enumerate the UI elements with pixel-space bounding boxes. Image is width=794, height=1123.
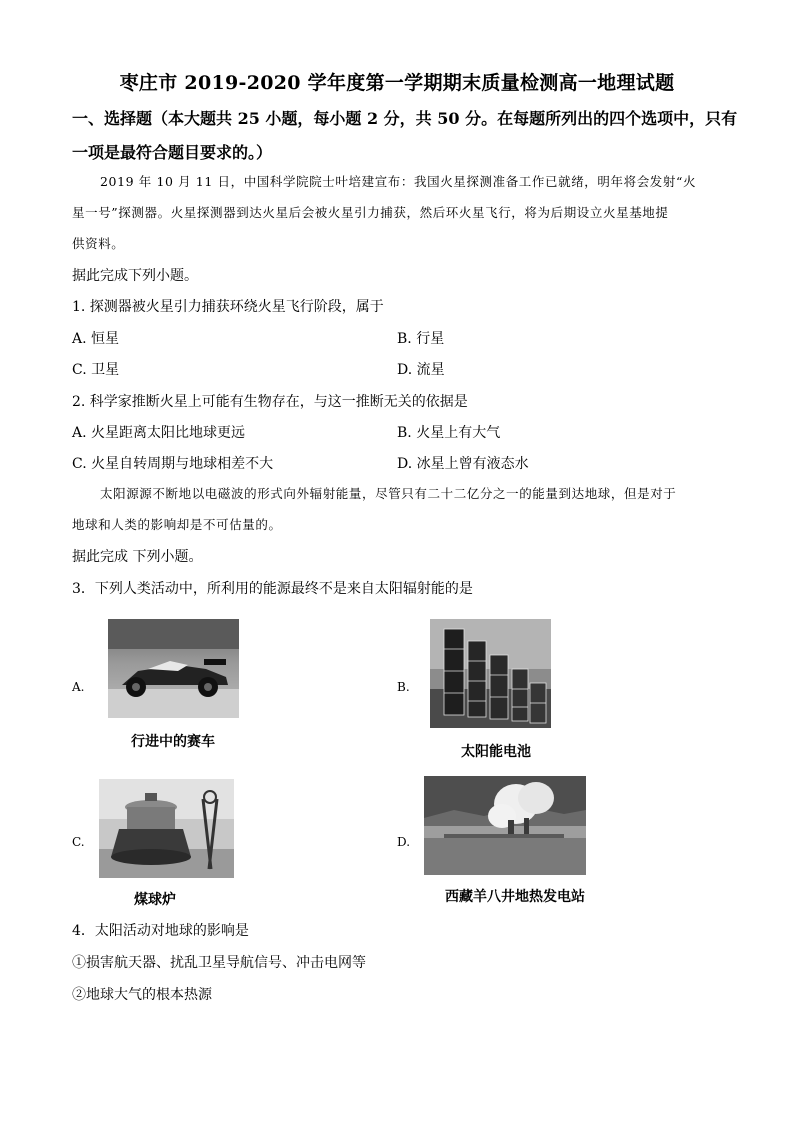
q4-item-2: ②地球大气的根本热源 bbox=[72, 987, 212, 1003]
q1-option-a: A. 恒星 bbox=[72, 331, 120, 347]
q3-caption-d: 西藏羊八井地热发电站 bbox=[445, 889, 585, 905]
section-heading-line2: 一项是最符合题目要求的。） bbox=[72, 143, 273, 162]
q3-caption-c: 煤球炉 bbox=[134, 892, 176, 908]
passage1-line2: 星一号”探测器。火星探测器到达火星后会被火星引力捕获，然后环火星飞行，将为后期设立火星基地提 bbox=[72, 205, 669, 220]
q2-option-b: B. 火星上有大气 bbox=[397, 425, 501, 441]
geothermal-station-photo bbox=[424, 776, 586, 875]
passage1-line1: 2019 年 10 月 11 日，中国科学院院士叶培建宣布：我国火星探测准备工作已就绪，明年将会发射“火 bbox=[100, 174, 697, 189]
coal-stove-photo bbox=[99, 779, 234, 878]
q4-stem: 4．太阳活动对地球的影响是 bbox=[72, 923, 249, 939]
q1-option-c: C. 卫星 bbox=[72, 362, 120, 378]
q2-option-d: D. 冰星上曾有液态水 bbox=[397, 456, 529, 472]
page-title: 枣庄市 2019-2020 学年度第一学期期末质量检测高一地理试题 bbox=[119, 72, 675, 94]
instruction-1: 据此完成下列小题。 bbox=[72, 268, 198, 284]
q1-stem: 1. 探测器被火星引力捕获环绕火星飞行阶段，属于 bbox=[72, 299, 384, 315]
section-heading-line1: 一、选择题（本大题共 25 小题，每小题 2 分，共 50 分。在每题所列出的四个选项中，只有 bbox=[72, 109, 738, 128]
q1-option-b: B. 行星 bbox=[397, 331, 445, 347]
q3-letter-d: D. bbox=[397, 835, 411, 849]
q3-letter-c: C. bbox=[72, 835, 85, 849]
q1-option-d: D. 流星 bbox=[397, 362, 445, 378]
q3-stem: 3．下列人类活动中，所利用的能源最终不是来自太阳辐射能的是 bbox=[72, 581, 473, 597]
race-car-photo bbox=[108, 619, 239, 718]
q3-letter-b: B. bbox=[397, 680, 410, 694]
passage2-line1: 太阳源源不断地以电磁波的形式向外辐射能量，尽管只有二十二亿分之一的能量到达地球，但是对于 bbox=[100, 486, 677, 501]
q2-option-c: C. 火星自转周期与地球相差不大 bbox=[72, 456, 274, 472]
passage1-line3: 供资料。 bbox=[72, 236, 125, 251]
instruction-2: 据此完成 下列小题。 bbox=[72, 549, 203, 565]
q4-item-1: ①损害航天器、扰乱卫星导航信号、冲击电网等 bbox=[72, 955, 366, 971]
solar-panels-photo bbox=[430, 619, 551, 728]
passage2-line2: 地球和人类的影响却是不可估量的。 bbox=[72, 517, 282, 532]
q2-option-a: A. 火星距离太阳比地球更远 bbox=[72, 425, 246, 441]
q3-caption-b: 太阳能电池 bbox=[461, 744, 531, 760]
q2-stem: 2. 科学家推断火星上可能有生物存在，与这一推断无关的依据是 bbox=[72, 394, 468, 410]
q3-caption-a: 行进中的赛车 bbox=[131, 734, 215, 750]
q3-letter-a: A. bbox=[72, 680, 85, 694]
